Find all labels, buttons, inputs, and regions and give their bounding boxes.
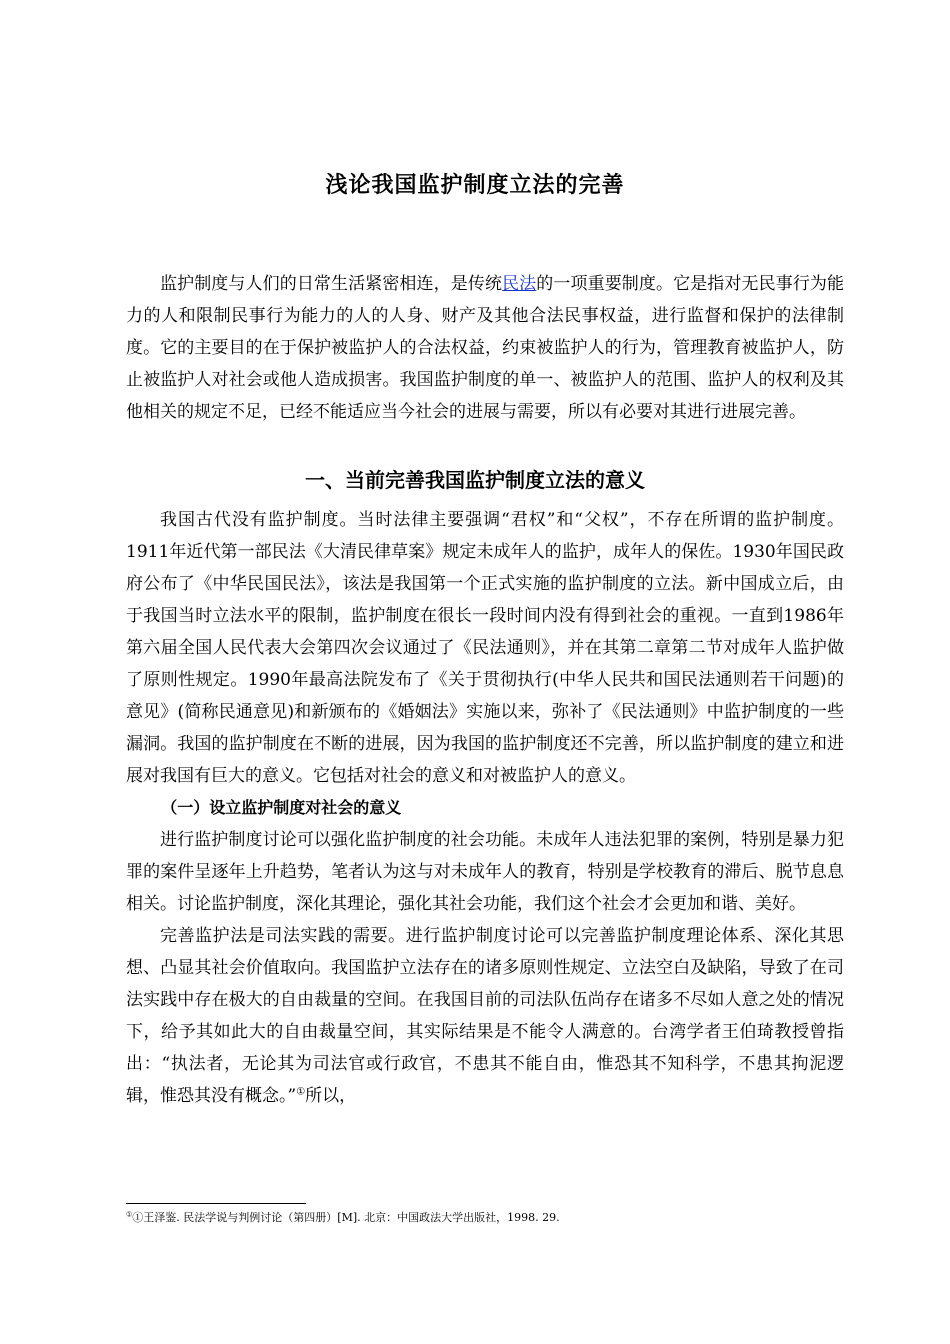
section-heading-1: 一、当前完善我国监护制度立法的意义 [305, 468, 645, 492]
document-title: 浅论我国监护制度立法的完善 [325, 173, 625, 198]
subsection-heading-1: （一）设立监护制度对社会的意义 [161, 798, 402, 817]
footnote [126, 1210, 844, 1226]
footnote-mark: ① [126, 1210, 133, 1219]
section-1-paragraph-2: 进行监护制度讨论可以强化监护制度的社会功能。未成年人违法犯罪的案例，特别是暴力犯罪的案件呈逐年上升趋势，笔者认为这与对未成年人的教育，特别是学校教育的滞后、脱节息息相关。讨论监护制度，深化其理论，强化其社会功能，我们这个社会才会更加和谐、美好。 [126, 830, 844, 914]
intro-block [126, 268, 844, 428]
section-1-block [126, 504, 844, 1112]
intro-text-end: 的一项重要制度。它是指对无民事行为能力的人和限制民事行为能力的人的人身、财产及其他合法民事权益，进行监督和保护的法律制度。它的主要目的在于保护被监护人的合法权益，约束被监护人的行为，管理教育被监护人，防止被监护人对社会或他人造成损害。我国监护制度的单一、被监护人的范围、监护人的权利及其他相关的规定不足，已经不能适应当今社会的进展与需要，所以有必要对其进行进展完善。 [126, 274, 845, 422]
civil-law-link[interactable]: 民法 [502, 274, 537, 294]
intro-text-start: 监护制度与人们的日常生活紧密相连，是传统 [160, 274, 503, 294]
paragraph-3-text: 完善监护法是司法实践的需要。进行监护制度讨论可以完善监护制度理论体系、深化其思想、凸显其社会价值取向。我国监护立法存在的诸多原则性规定、立法空白及缺陷，导致了在司法实践中存在极大的自由裁量的空间。在我国目前的司法队伍尚存在诸多不尽如人意之处的情况下，给予其如此大的自由裁量空间，其实际结果是不能令人满意的。台湾学者王伯琦教授曾指出：“执法者，无论其为司法官或行政官，不患其不能自由，惟恐其不知科学，不患其拘泥逻辑，惟恐其没有概念。” [126, 926, 844, 1106]
footnote-text: ①王泽鉴. 民法学说与判例讨论（第四册）[M]. 北京：中国政法大学出版社，1998. 29. [132, 1211, 560, 1224]
footnote-reference[interactable]: ① [296, 1086, 306, 1098]
section-1-paragraph-3 [126, 920, 844, 1112]
paragraph-3-tail: 所以， [305, 1086, 357, 1106]
footnote-divider [126, 1203, 306, 1204]
section-1-paragraph-1: 我国古代没有监护制度。当时法律主要强调“君权”和“父权”，不存在所谓的监护制度。1911年近代第一部民法《大清民律草案》规定未成年人的监护，成年人的保佐。1930年国民政府公布了《中华民国民法》，该法是我国第一个正式实施的监护制度的立法。新中国成立后，由于我国当时立法水平的限制，监护制度在很长一段时间内没有得到社会的重视。一直到1986年第六届全国人民代表大会第四次会议通过了《民法通则》，并在其第二章第二节对成年人监护做了原则性规定。1990年最高法院发布了《关于贯彻执行(中华人民共和国民法通则若干问题)的意见》(简称民通意见)和新颁布的《婚姻法》实施以来，弥补了《民法通则》中监护制度的一些漏洞。我国的监护制度在不断的进展，因为我国的监护制度还不完善，所以监护制度的建立和进展对我国有巨大的意义。它包括对社会的意义和对被监护人的意义。 [126, 510, 844, 786]
intro-paragraph [126, 268, 844, 428]
